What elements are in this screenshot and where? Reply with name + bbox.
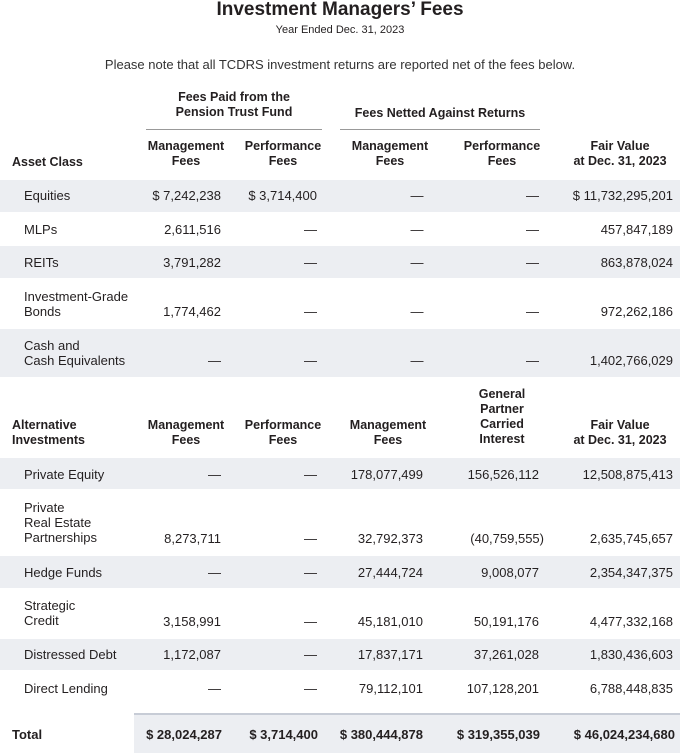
cell-perf-netted: — — [526, 255, 539, 270]
cell-mgmt-paid: — — [208, 467, 221, 482]
cell-fair-value: 4,477,332,168 — [589, 614, 673, 629]
fees-note: Please note that all TCDRS investment returns are reported net of the fees below. — [104, 57, 576, 72]
cell-mgmt-netted: 178,077,499 — [350, 467, 423, 482]
row-label-equities: Equities — [24, 188, 71, 203]
row-label-cash: Cash and Cash Equivalents — [24, 338, 126, 368]
cell-gp-carried: (40,759,555) — [470, 531, 544, 546]
cell-mgmt-paid: 1,172,087 — [163, 647, 221, 662]
row-label-hedge-funds: Hedge Funds — [24, 565, 103, 580]
cell-mgmt-netted: 45,181,010 — [357, 614, 423, 629]
cell-fair-value: 863,878,024 — [600, 255, 673, 270]
cell-mgmt-paid: 3,791,282 — [163, 255, 221, 270]
cell-perf-paid: — — [304, 647, 317, 662]
cell-fair-value: 1,830,436,603 — [589, 647, 673, 662]
cell-fair-value: 6,788,448,835 — [589, 681, 673, 696]
header-perf-fees-paid-2: Performance Fees — [244, 418, 322, 447]
cell-perf-paid: — — [304, 353, 317, 368]
page-subtitle: Year Ended Dec. 31, 2023 — [275, 24, 405, 36]
cell-perf-netted: — — [526, 188, 539, 203]
cell-mgmt-paid: 2,611,516 — [164, 222, 221, 237]
cell-perf-paid: — — [304, 565, 317, 580]
cell-perf-netted: — — [526, 353, 539, 368]
header-gp-carried-interest: General Partner Carried Interest — [478, 387, 526, 446]
cell-mgmt-paid: 3,158,991 — [163, 614, 221, 629]
total-perf-paid: $ 3,714,400 — [249, 727, 318, 742]
row-label-investment-grade-bonds: Investment-Grade Bonds — [24, 289, 129, 319]
cell-perf-netted: — — [526, 222, 539, 237]
row-label-private-real-estate: Private Real Estate Partnerships — [24, 500, 97, 545]
cell-perf-paid: — — [304, 222, 317, 237]
row-label-distressed-debt: Distressed Debt — [24, 647, 117, 662]
cell-mgmt-netted: 27,444,724 — [357, 565, 423, 580]
cell-mgmt-netted: 79,112,101 — [358, 681, 423, 696]
cell-gp-carried: 107,128,201 — [466, 681, 539, 696]
group-rule-netted — [340, 129, 540, 130]
row-label-strategic-credit: Strategic Credit — [24, 598, 76, 628]
cell-fair-value: 12,508,875,413 — [582, 467, 673, 482]
cell-fair-value: 457,847,189 — [600, 222, 673, 237]
cell-gp-carried: 37,261,028 — [473, 647, 539, 662]
cell-gp-carried: 50,191,176 — [473, 614, 539, 629]
cell-mgmt-paid: 8,273,711 — [164, 531, 221, 546]
cell-perf-paid: — — [304, 467, 317, 482]
total-gp-carried: $ 319,355,039 — [456, 727, 540, 742]
cell-gp-carried: 156,526,112 — [467, 467, 539, 482]
cell-mgmt-paid: — — [208, 353, 221, 368]
cell-mgmt-paid: — — [208, 565, 221, 580]
cell-perf-paid: — — [304, 681, 317, 696]
header-fair-value: Fair Value at Dec. 31, 2023 — [573, 139, 667, 168]
cell-perf-paid: — — [304, 614, 317, 629]
group-header-netted: Fees Netted Against Returns — [354, 106, 526, 120]
header-mgmt-fees-paid-2: Management Fees — [147, 418, 225, 447]
header-mgmt-fees-paid: Management Fees — [147, 139, 225, 168]
cell-mgmt-netted: — — [410, 222, 424, 237]
group-header-paid-line1: Fees Paid from the — [178, 90, 290, 104]
cell-mgmt-netted: 17,837,171 — [357, 647, 423, 662]
total-label: Total — [12, 727, 43, 742]
cell-gp-carried: 9,008,077 — [481, 565, 539, 580]
cell-mgmt-netted: — — [410, 255, 424, 270]
row-label-private-equity: Private Equity — [24, 467, 105, 482]
cell-mgmt-paid: — — [208, 681, 221, 696]
header-alternative-investments: Alternative Investments — [12, 418, 85, 447]
cell-mgmt-paid: $ 7,242,238 — [152, 188, 221, 203]
group-header-paid — [146, 90, 322, 120]
header-mgmt-fees-netted-2: Management Fees — [349, 418, 427, 447]
header-fair-value-2: Fair Value at Dec. 31, 2023 — [573, 418, 667, 447]
page-title: Investment Managers’ Fees — [216, 0, 464, 20]
cell-mgmt-netted: — — [410, 304, 424, 319]
header-asset-class: Asset Class — [12, 155, 83, 169]
cell-perf-paid: — — [304, 531, 317, 546]
total-mgmt-paid: $ 28,024,287 — [146, 727, 222, 742]
cell-fair-value: 972,262,186 — [600, 304, 673, 319]
cell-fair-value: 1,402,766,029 — [589, 353, 673, 368]
total-mgmt-netted: $ 380,444,878 — [339, 727, 423, 742]
cell-perf-paid: — — [304, 304, 317, 319]
row-label-direct-lending: Direct Lending — [24, 681, 108, 696]
header-perf-fees-paid: Performance Fees — [244, 139, 322, 168]
row-label-mlps: MLPs — [24, 222, 58, 237]
header-mgmt-fees-netted: Management Fees — [351, 139, 429, 168]
cell-fair-value: 2,354,347,375 — [589, 565, 673, 580]
row-label-reits: REITs — [24, 255, 59, 270]
cell-mgmt-netted: — — [410, 188, 424, 203]
cell-mgmt-netted: 32,792,373 — [357, 531, 423, 546]
cell-mgmt-paid: 1,774,462 — [163, 304, 221, 319]
cell-perf-paid: — — [304, 255, 317, 270]
cell-fair-value: $ 11,732,295,201 — [572, 188, 673, 203]
header-perf-fees-netted: Performance Fees — [463, 139, 541, 168]
group-rule-paid — [146, 129, 322, 130]
cell-mgmt-netted: — — [410, 353, 424, 368]
cell-perf-netted: — — [526, 304, 539, 319]
total-fair-value: $ 46,024,234,680 — [573, 727, 675, 742]
cell-fair-value: 2,635,745,657 — [589, 531, 673, 546]
cell-perf-paid: $ 3,714,400 — [248, 188, 317, 203]
group-header-paid-line2: Pension Trust Fund — [175, 105, 293, 119]
